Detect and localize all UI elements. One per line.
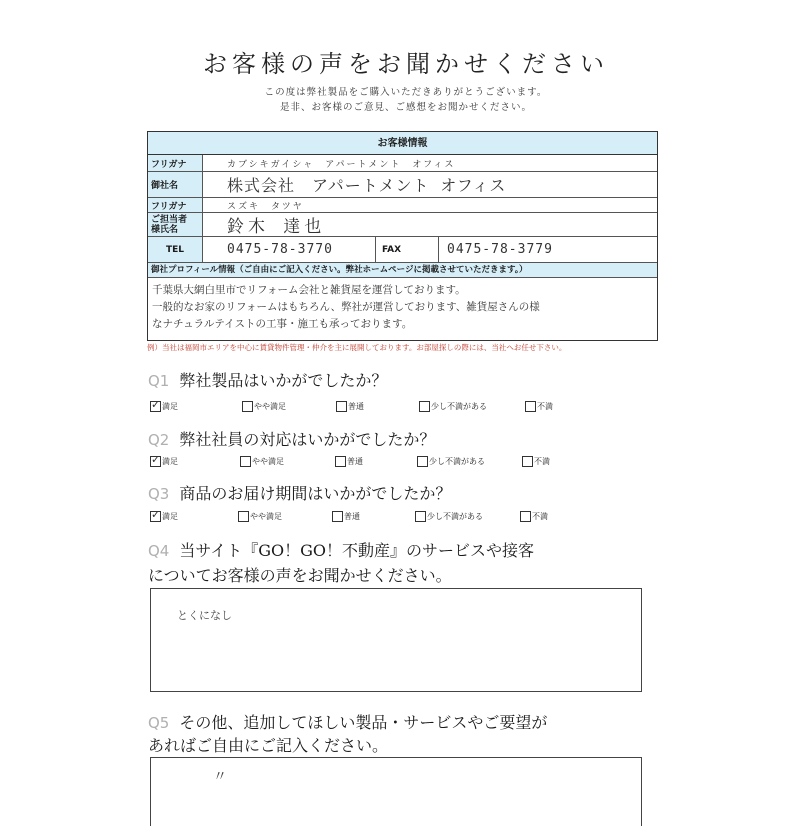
q5-answer-text: 〃 [213,769,227,785]
checkbox-icon [417,456,428,467]
person-value: 鈴木 達也 [227,217,326,237]
person-label-line-1: ご担当者 [151,214,188,225]
furigana2-label: フリガナ [148,198,203,212]
page-title: お客様の声をお聞かせください [203,50,609,78]
q1-option-5[interactable] [525,401,553,412]
option-label: 満足 [162,457,178,466]
question-2-options [150,456,620,470]
company-label: 御社名 [148,172,203,197]
option-label: やや満足 [252,457,284,466]
q2-option-2[interactable] [240,456,284,467]
furigana-person-value: スズキ タツヤ [227,201,304,212]
q1-option-3[interactable] [336,401,364,412]
intro-line-1: この度は弊社製品をご購入いただきありがとうございます。 [264,87,548,98]
question-4-number: Q4 [148,542,170,560]
question-1-options [150,401,620,415]
option-label: 満足 [162,512,178,521]
question-4-line-2: についてお客様の声をお聞かせください。 [148,566,452,585]
option-label: 普通 [348,402,364,411]
question-2 [148,427,435,450]
checkbox-icon [332,511,343,522]
checkbox-checked-icon [150,511,161,522]
checkbox-checked-icon [150,456,161,467]
profile-label-row [148,263,657,278]
q3-option-4[interactable] [415,511,483,522]
question-3-number: Q3 [148,485,170,503]
tel-fax-row [148,237,657,263]
checkbox-icon [242,401,253,412]
person-row [148,213,657,237]
checkbox-icon [520,511,531,522]
furigana-company-value: カブシキガイシャ アパートメント オフィス [227,159,456,170]
question-2-text: 弊社社員の対応はいかがでしたか？ [179,430,436,449]
question-5-line-1: その他、追加してほしい製品・サービスやご要望が [179,713,548,732]
checkbox-icon [415,511,426,522]
q3-option-2[interactable] [238,511,282,522]
customer-info-header: お客様情報 [148,132,657,155]
checkbox-icon [525,401,536,412]
option-label: 不満 [534,457,550,466]
checkbox-icon [335,456,346,467]
company-row [148,172,657,198]
fax-label: FAX [375,237,439,262]
profile-example-note: 例）当社は福岡市エリアを中心に賃貸物件管理・仲介を主に展開しております。お部屋探しの際には、当社へお任せ下さい。 [147,343,567,352]
question-3-options [150,511,620,525]
customer-info-table [147,131,658,341]
person-label-line-2: 様氏名 [151,224,179,235]
question-1-number: Q1 [148,372,170,390]
profile-line-2: 一般的なお家のリフォームはもちろん、弊社が運営しております、雑貨屋さんの様 [152,301,540,313]
intro-line-2: 是非、お客様のご意見、ご感想をお聞かせください。 [279,102,532,113]
question-4 [148,538,534,561]
profile-line-1: 千葉県大網白里市でリフォーム会社と雑貨屋を運営しております。 [152,284,466,296]
question-1-text: 弊社製品はいかがでしたか？ [179,371,388,390]
furigana-label: フリガナ [148,155,203,171]
furigana-person-row [148,198,657,213]
question-1 [148,368,387,391]
tel-value: 0475-78-3770 [227,242,333,257]
option-label: 満足 [162,402,178,411]
option-label: 普通 [347,457,363,466]
profile-line-3: なナチュラルテイストの工事・施工も承っております。 [152,318,413,330]
option-label: 不満 [532,512,548,521]
q3-option-1[interactable] [150,511,178,522]
option-label: 普通 [344,512,360,521]
q2-option-1[interactable] [150,456,178,467]
checkbox-icon [336,401,347,412]
q2-option-4[interactable] [417,456,485,467]
furigana-company-row [148,155,657,172]
question-5-number: Q5 [148,714,170,732]
company-value: 株式会社 アパートメント オフィス [227,176,507,195]
q2-option-3[interactable] [335,456,363,467]
profile-label: 御社プロフィール情報（ご自由にご記入ください。弊社ホームページに掲載させていただきます。） [151,265,528,275]
question-3-text: 商品のお届け期間はいかがでしたか？ [179,484,452,503]
option-label: 少し不満がある [429,457,485,466]
q3-option-3[interactable] [332,511,360,522]
checkbox-checked-icon [150,401,161,412]
tel-label: TEL [148,237,203,262]
question-3 [148,481,451,504]
fax-value: 0475-78-3779 [447,242,553,257]
question-2-number: Q2 [148,431,170,449]
checkbox-icon [238,511,249,522]
option-label: やや満足 [254,402,286,411]
question-4-line-1: 当サイト『GO！GO！不動産』のサービスや接客 [179,541,535,560]
option-label: 不満 [537,402,553,411]
profile-body [148,278,657,340]
option-label: やや満足 [250,512,282,521]
q1-option-1[interactable] [150,401,178,412]
option-label: 少し不満がある [427,512,483,521]
question-5-line-2: あればご自由にご記入ください。 [148,736,389,755]
q4-answer-box[interactable] [150,588,642,692]
option-label: 少し不満がある [431,402,487,411]
q3-option-5[interactable] [520,511,548,522]
q2-option-5[interactable] [522,456,550,467]
person-label [148,213,203,236]
q4-answer-text: とくになし [177,609,232,622]
q1-option-4[interactable] [419,401,487,412]
question-5 [148,710,547,733]
q1-option-2[interactable] [242,401,286,412]
checkbox-icon [240,456,251,467]
q5-answer-box[interactable] [150,757,642,826]
checkbox-icon [419,401,430,412]
checkbox-icon [522,456,533,467]
